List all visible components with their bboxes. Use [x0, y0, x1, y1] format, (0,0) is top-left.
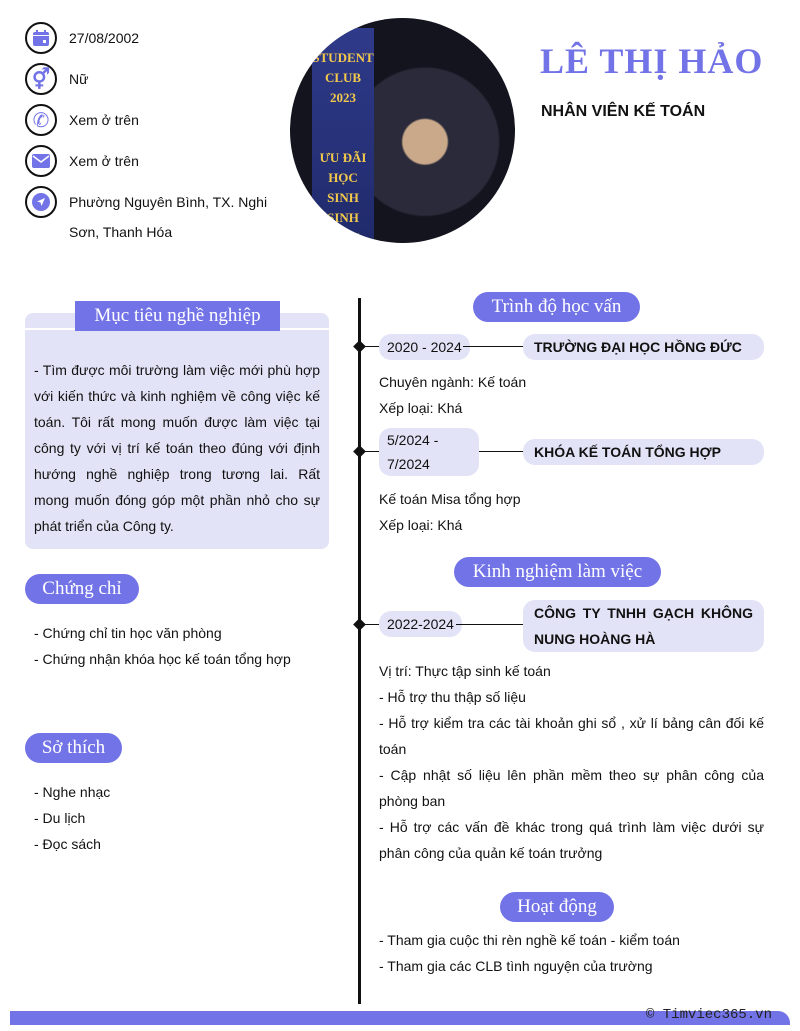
hobby-item: - Nghe nhạc [34, 784, 111, 800]
timeline-line [358, 298, 361, 1004]
job-title: NHÂN VIÊN KẾ TOÁN [541, 103, 706, 120]
certificate-item: - Chứng nhận khóa học kế toán tổng hợp [34, 651, 291, 667]
experience-line: - Hỗ trợ các vấn đề khác trong quá trình làm việc dưới sự phân công của quản kế toán trưởng [379, 819, 764, 861]
experience-line: - Cập nhật số liệu lên phần mềm theo sự phân công của phòng ban [379, 767, 764, 809]
education-line: Xếp loại: Khá [379, 517, 463, 533]
experience-line: Vị trí: Thực tập sinh kế toán [379, 663, 551, 679]
education-org: TRƯỜNG ĐẠI HỌC HỒNG ĐỨC [523, 334, 764, 360]
activities-title: Hoạt động [500, 892, 614, 922]
hobbies-title: Sở thích [25, 733, 122, 763]
education-line: Chuyên ngành: Kế toán [379, 374, 527, 390]
hobby-item: - Đọc sách [34, 836, 101, 852]
education-date: 2020 - 2024 [379, 334, 470, 360]
objective-text: - Tìm được môi trường làm việc mới phù hợp với kiến thức và kinh nghiệm về công việc kế toán. Tôi rất mong muốn được làm việc tại công ty với vị trí kế toán theo đúng với định hướng nghề nghiệp trong tương lai. Rất mong muốn đóng góp một phần nhỏ cho sự phát triển của Công ty. [34, 362, 320, 534]
birth-date: 27/08/2002 [69, 30, 140, 46]
experience-date: 2022-2024 [379, 611, 462, 637]
hobby-item: - Du lịch [34, 810, 86, 826]
gender-icon: ⚥ [25, 63, 57, 95]
profile-photo [290, 18, 515, 243]
copyright: © Timviec365.vn [645, 1007, 772, 1023]
experience-title: Kinh nghiệm làm việc [454, 557, 661, 587]
photo-banner: STUDENT CLUB 2023 ƯU ĐÃI HỌC SINH SINH VIÊN [312, 28, 374, 243]
experience-org: CÔNG TY TNHH GẠCH KHÔNG NUNG HOÀNG HÀ [523, 600, 764, 652]
experience-details [379, 658, 764, 866]
activity-item: - Tham gia các CLB tình nguyện của trường [379, 958, 653, 974]
certificates-title: Chứng chỉ [25, 574, 139, 604]
experience-line: - Hỗ trợ thu thập số liệu [379, 689, 526, 705]
address: Phường Nguyên Bình, TX. Nghi Sơn, Thanh Hóa [69, 194, 268, 240]
education-date: 5/2024 - 7/2024 [379, 428, 479, 476]
education-title: Trình độ học vấn [473, 292, 640, 322]
education-line: Xếp loại: Khá [379, 400, 463, 416]
phone-icon: ✆ [25, 104, 57, 136]
certificate-item: - Chứng chỉ tin học văn phòng [34, 625, 222, 641]
gender: Nữ [69, 71, 89, 87]
location-icon [25, 186, 57, 218]
education-line: Kế toán Misa tổng hợp [379, 491, 521, 507]
experience-line: - Hỗ trợ kiểm tra các tài khoản ghi sổ , xử lí bảng cân đối kế toán [379, 715, 764, 757]
objective-title: Mục tiêu nghề nghiệp [75, 301, 280, 331]
email-icon [25, 145, 57, 177]
full-name: LÊ THỊ HẢO [540, 41, 764, 81]
calendar-icon [25, 22, 57, 54]
phone: Xem ở trên [69, 112, 139, 128]
activity-item: - Tham gia cuộc thi rèn nghề kế toán - kiểm toán [379, 932, 680, 948]
email: Xem ở trên [69, 153, 139, 169]
education-org: KHÓA KẾ TOÁN TỔNG HỢP [523, 439, 764, 465]
